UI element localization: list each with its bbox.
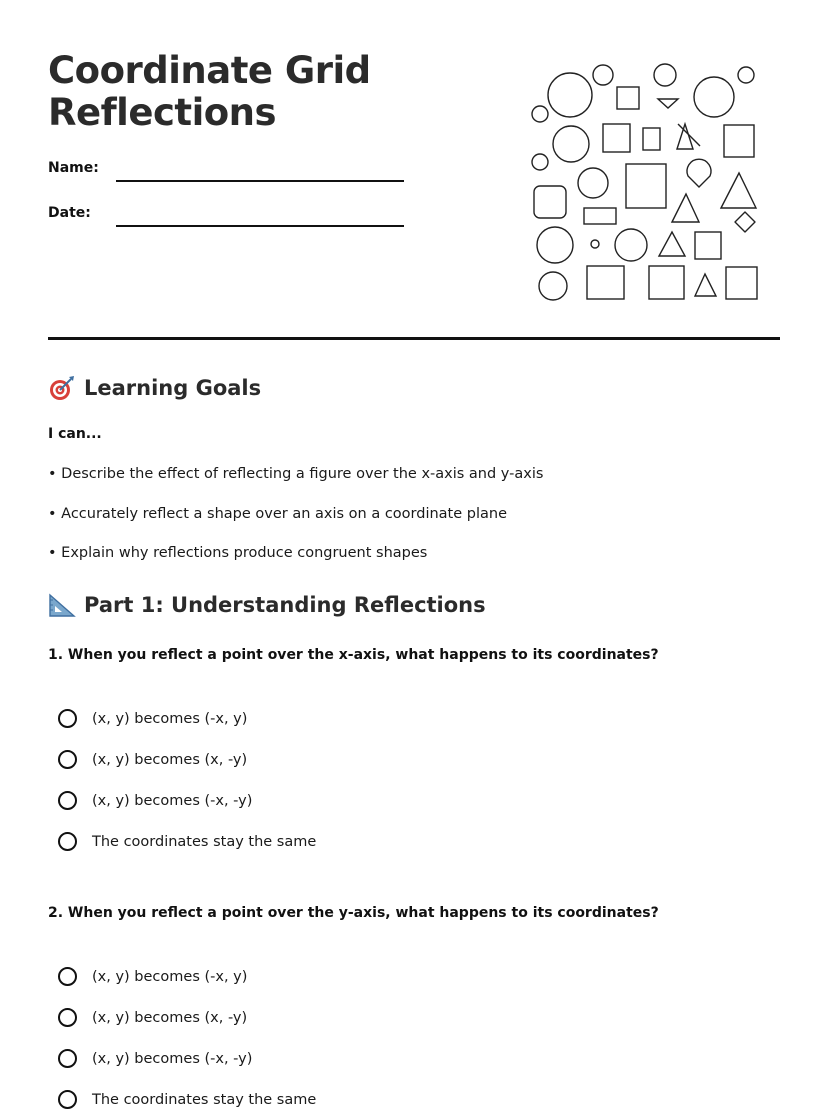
goal-item: • Describe the effect of reflecting a figure over the x-axis and y-axis (48, 466, 544, 482)
q2-option-d[interactable] (58, 1090, 316, 1109)
radio-button[interactable] (58, 967, 77, 986)
radio-button[interactable] (58, 709, 77, 728)
date-label: Date: (48, 205, 91, 221)
part1-heading (48, 592, 486, 618)
option-label: (x, y) becomes (-x, -y) (92, 1050, 253, 1067)
name-field-line[interactable] (116, 180, 404, 182)
header-divider (48, 337, 780, 340)
question-2: 2. When you reflect a point over the y-axis, what happens to its coordinates? (48, 905, 659, 921)
goal-item: • Explain why reflections produce congruent shapes (48, 545, 428, 561)
name-label: Name: (48, 160, 99, 176)
radio-button[interactable] (58, 1008, 77, 1027)
goal-item: • Accurately reflect a shape over an axis on a coordinate plane (48, 506, 508, 522)
title-line-2: Reflections (48, 91, 277, 134)
radio-button[interactable] (58, 791, 77, 810)
q2-option-b[interactable] (58, 1008, 247, 1027)
target-icon (48, 375, 76, 401)
learning-goals-title: Learning Goals (84, 376, 262, 400)
radio-button[interactable] (58, 832, 77, 851)
shapes-collage-icon (528, 60, 763, 305)
q2-option-c[interactable] (58, 1049, 252, 1068)
radio-button[interactable] (58, 750, 77, 769)
option-label: (x, y) becomes (x, -y) (92, 1009, 248, 1026)
part1-title: Part 1: Understanding Reflections (84, 593, 486, 617)
question-1: 1. When you reflect a point over the x-axis, what happens to its coordinates? (48, 647, 659, 663)
i-can-label: I can... (48, 426, 102, 442)
q1-option-d[interactable] (58, 832, 316, 851)
radio-button[interactable] (58, 1049, 77, 1068)
option-label: (x, y) becomes (-x, -y) (92, 792, 253, 809)
option-label: (x, y) becomes (-x, y) (92, 710, 248, 727)
q1-option-a[interactable] (58, 709, 247, 728)
learning-goals-heading (48, 375, 261, 401)
option-label: (x, y) becomes (x, -y) (92, 751, 248, 768)
triangle-ruler-icon (48, 592, 76, 618)
radio-button[interactable] (58, 1090, 77, 1109)
q1-option-c[interactable] (58, 791, 252, 810)
option-label: The coordinates stay the same (92, 833, 317, 850)
title-line-1: Coordinate Grid (48, 49, 371, 92)
page-title (48, 50, 371, 134)
option-label: The coordinates stay the same (92, 1091, 317, 1108)
date-field-line[interactable] (116, 225, 404, 227)
option-label: (x, y) becomes (-x, y) (92, 968, 248, 985)
q1-option-b[interactable] (58, 750, 247, 769)
q2-option-a[interactable] (58, 967, 247, 986)
